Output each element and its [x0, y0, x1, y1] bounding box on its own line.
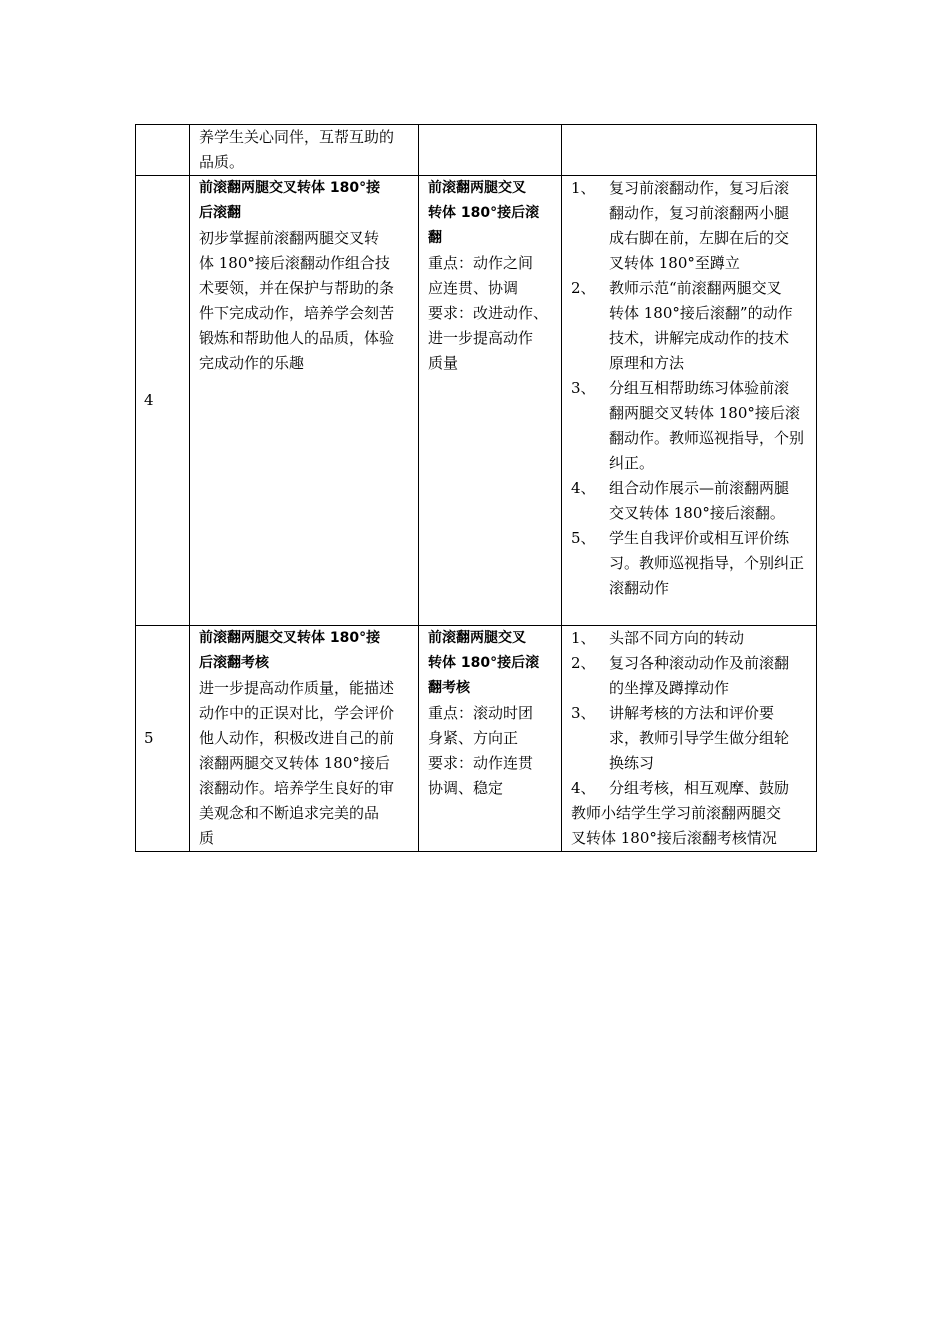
step-line: 复习各种滚动动作及前滚翻: [609, 654, 790, 672]
goal-cell: [190, 176, 419, 626]
step-number: 5、: [571, 529, 596, 547]
steps-cell: [562, 626, 817, 852]
step-line: 头部不同方向的转动: [609, 629, 745, 647]
lesson-number-cell: [136, 176, 190, 626]
step-line: 翻动作。教师巡视指导，个别: [609, 429, 805, 447]
step-line: 叉转体 180°至蹲立: [609, 254, 740, 272]
step-line: 转体 180°接后滚翻”的动作: [609, 304, 793, 322]
focus-line: 协调、稳定: [428, 779, 504, 797]
step-line: 交叉转体 180°接后滚翻。: [609, 504, 785, 522]
step-line: 学生自我评价或相互评价练: [609, 529, 790, 547]
focus-line: 要求：改进动作、: [428, 304, 549, 322]
steps-list: [571, 176, 816, 601]
lesson-number: 4: [144, 391, 154, 409]
list-item: [571, 526, 816, 601]
table-row: [136, 125, 817, 176]
goal-line: 锻炼和帮助他人的品质，体验: [199, 329, 395, 347]
summary-line: 教师小结学生学习前滚翻两腿交: [571, 804, 782, 822]
focus-title-line: 转体 180°接后滚: [428, 655, 540, 671]
step-line: 成右脚在前，左脚在后的交: [609, 229, 790, 247]
focus-title-line: 转体 180°接后滚: [428, 205, 540, 221]
focus-line: 要求：动作连贯: [428, 754, 534, 772]
goal-line: 滚翻动作。培养学生良好的审: [199, 779, 395, 797]
step-line: 求，教师引导学生做分组轮: [609, 729, 790, 747]
goal-line: 品质。: [199, 153, 245, 171]
focus-line: 质量: [428, 354, 459, 372]
goal-line: 动作中的正误对比，学会评价: [199, 704, 395, 722]
step-number: 4、: [571, 779, 596, 797]
list-item: [571, 176, 816, 276]
table-row: [136, 176, 817, 626]
goal-line: 术要领，并在保护与帮助的条: [199, 279, 395, 297]
lesson-plan-table: [135, 124, 817, 852]
goal-line: 进一步提高动作质量，能描述: [199, 679, 395, 697]
step-number: 1、: [571, 629, 596, 647]
goal-line: 养学生关心同伴，互帮互助的: [199, 128, 395, 146]
step-number: 2、: [571, 654, 596, 672]
summary-line: 叉转体 180°接后滚翻考核情况: [571, 829, 777, 847]
goal-line: 质: [199, 829, 215, 847]
goal-title-line: 后滚翻: [199, 205, 241, 221]
goal-line: 滚翻两腿交叉转体 180°接后: [199, 754, 390, 772]
table-row: [136, 626, 817, 852]
step-line: 组合动作展示—前滚翻两腿: [609, 479, 790, 497]
step-line: 换练习: [609, 754, 655, 772]
step-line: 讲解考核的方法和评价要: [609, 704, 775, 722]
focus-cell: [419, 125, 562, 176]
goal-line: 初步掌握前滚翻两腿交叉转: [199, 229, 380, 247]
step-number: 4、: [571, 479, 596, 497]
focus-line: 进一步提高动作: [428, 329, 534, 347]
focus-line: 重点：滚动时团: [428, 704, 534, 722]
focus-title-line: 翻: [428, 230, 442, 246]
focus-title-line: 前滚翻两腿交叉: [428, 180, 526, 196]
steps-cell: [562, 176, 817, 626]
goal-line: 件下完成动作，培养学会刻苦: [199, 304, 395, 322]
step-line: 技术，讲解完成动作的技术: [609, 329, 790, 347]
goal-line: 完成动作的乐趣: [199, 354, 305, 372]
step-number: 3、: [571, 379, 596, 397]
list-item: [571, 476, 816, 526]
goal-cell: [190, 125, 419, 176]
list-item: [571, 276, 816, 376]
focus-line: 身紧、方向正: [428, 729, 519, 747]
list-item: [571, 701, 816, 776]
focus-cell: [419, 176, 562, 626]
focus-title-line: 前滚翻两腿交叉: [428, 630, 526, 646]
list-item: [571, 626, 816, 651]
goal-cell: [190, 626, 419, 852]
step-line: 的坐撑及蹲撑动作: [609, 679, 730, 697]
lesson-number-cell: [136, 626, 190, 852]
lesson-number-cell: [136, 125, 190, 176]
step-line: 原理和方法: [609, 354, 685, 372]
focus-line: 应连贯、协调: [428, 279, 519, 297]
steps-cell: [562, 125, 817, 176]
step-line: 分组考核，相互观摩、鼓励: [609, 779, 790, 797]
list-item: [571, 376, 816, 476]
lesson-number: 5: [144, 729, 154, 747]
goal-line: 体 180°接后滚翻动作组合技: [199, 254, 390, 272]
step-number: 1、: [571, 179, 596, 197]
goal-title-line: 前滚翻两腿交叉转体 180°接: [199, 180, 381, 196]
step-line: 翻两腿交叉转体 180°接后滚: [609, 404, 800, 422]
step-number: 3、: [571, 704, 596, 722]
step-number: 2、: [571, 279, 596, 297]
goal-line: 美观念和不断追求完美的品: [199, 804, 380, 822]
step-line: 纠正。: [609, 454, 655, 472]
focus-cell: [419, 626, 562, 852]
step-line: 翻动作，复习前滚翻两小腿: [609, 204, 790, 222]
step-line: 滚翻动作: [609, 579, 670, 597]
list-item: [571, 651, 816, 701]
goal-line: 他人动作，积极改进自己的前: [199, 729, 395, 747]
focus-line: 重点：动作之间: [428, 254, 534, 272]
list-item: [571, 776, 816, 801]
step-line: 教师示范“前滚翻两腿交叉: [609, 279, 782, 297]
steps-list: [571, 626, 816, 801]
step-line: 复习前滚翻动作，复习后滚: [609, 179, 790, 197]
goal-title-line: 后滚翻考核: [199, 655, 269, 671]
goal-title-line: 前滚翻两腿交叉转体 180°接: [199, 630, 381, 646]
step-line: 分组互相帮助练习体验前滚: [609, 379, 790, 397]
focus-title-line: 翻考核: [428, 680, 470, 696]
step-line: 习。教师巡视指导，个别纠正: [609, 554, 805, 572]
